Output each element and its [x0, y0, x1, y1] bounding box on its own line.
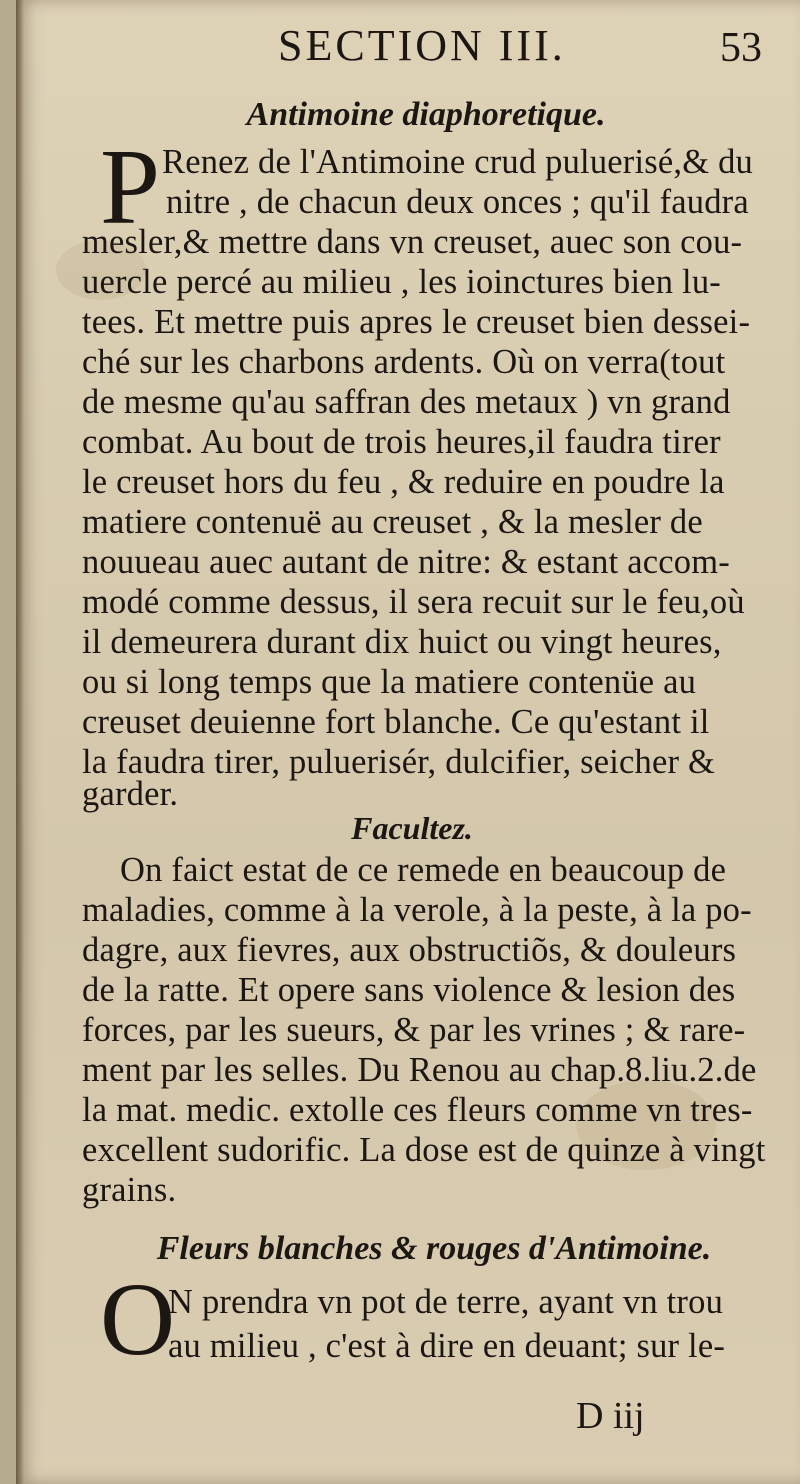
running-head: SECTION III. — [278, 21, 566, 70]
text-line: matiere contenuë au creuset , & la mesler de — [82, 503, 703, 541]
text-line: creuset deuienne fort blanche. Ce qu'estant il — [82, 703, 710, 741]
signature-mark: D iij — [576, 1395, 645, 1437]
text-line: tees. Et mettre puis apres le creuset bien dessei- — [82, 303, 751, 341]
text-line: la faudra tirer, puluerisér, dulcifier, seicher & — [82, 743, 716, 781]
text-line: combat. Au bout de trois heures,il faudra tirer — [82, 423, 721, 461]
page-number: 53 — [720, 25, 762, 71]
text-line: forces, par les sueurs, & par les vrines ; & rare- — [82, 1011, 746, 1049]
text-line: modé comme dessus, il sera recuit sur le feu,où — [82, 583, 745, 621]
drop-cap-o: O — [100, 1262, 176, 1377]
section-title-fleurs-antimoine: Fleurs blanches & rouges d'Antimoine. — [156, 1230, 712, 1267]
text-line: ou si long temps que la matiere contenüe au — [82, 663, 697, 701]
text-line: dagre, aux fievres, aux obstructiõs, & douleurs — [82, 931, 737, 969]
text-line: le creuset hors du feu , & reduire en poudre la — [82, 463, 725, 501]
text-line: de la ratte. Et opere sans violence & lesion des — [82, 971, 736, 1009]
page-header — [16, 20, 800, 80]
text-line: uercle percé au milieu , les ioinctures bien lu- — [82, 263, 721, 301]
text-line: la mat. medic. extolle ces fleurs comme vn tres- — [82, 1091, 753, 1129]
text-line: au milieu , c'est à dire en deuant; sur le- — [168, 1327, 726, 1365]
section-title-antimoine-diaphoretique: Antimoine diaphoretique. — [246, 96, 606, 133]
text-line: ché sur les charbons ardents. Où on verra(tout — [82, 343, 726, 381]
text-line: garder. — [82, 775, 179, 813]
text-line: ment par les selles. Du Renou au chap.8.liu.2.de — [82, 1051, 757, 1089]
text-line: nitre , de chacun deux onces ; qu'il faudra — [166, 183, 749, 221]
drop-cap-p: P — [100, 128, 161, 247]
text-line: N prendra vn pot de terre, ayant vn trou — [168, 1283, 724, 1321]
text-line: grains. — [82, 1171, 177, 1209]
section-title-facultez: Facultez. — [351, 810, 473, 846]
text-line: excellent sudorific. La dose est de quinze à vingt — [82, 1131, 766, 1169]
text-line: On faict estat de ce remede en beaucoup de — [120, 851, 727, 889]
text-line: maladies, comme à la verole, à la peste, à la po- — [82, 891, 752, 929]
text-line: Renez de l'Antimoine crud puluerisé,& du — [162, 143, 753, 181]
text-line: nouueau auec autant de nitre: & estant accom- — [82, 543, 730, 581]
text-line: mesler,& mettre dans vn creuset, auec son cou- — [82, 223, 743, 261]
book-page — [16, 0, 800, 1484]
text-line: il demeurera durant dix huict ou vingt heures, — [82, 623, 722, 661]
text-line: de mesme qu'au saffran des metaux ) vn grand — [82, 383, 731, 421]
